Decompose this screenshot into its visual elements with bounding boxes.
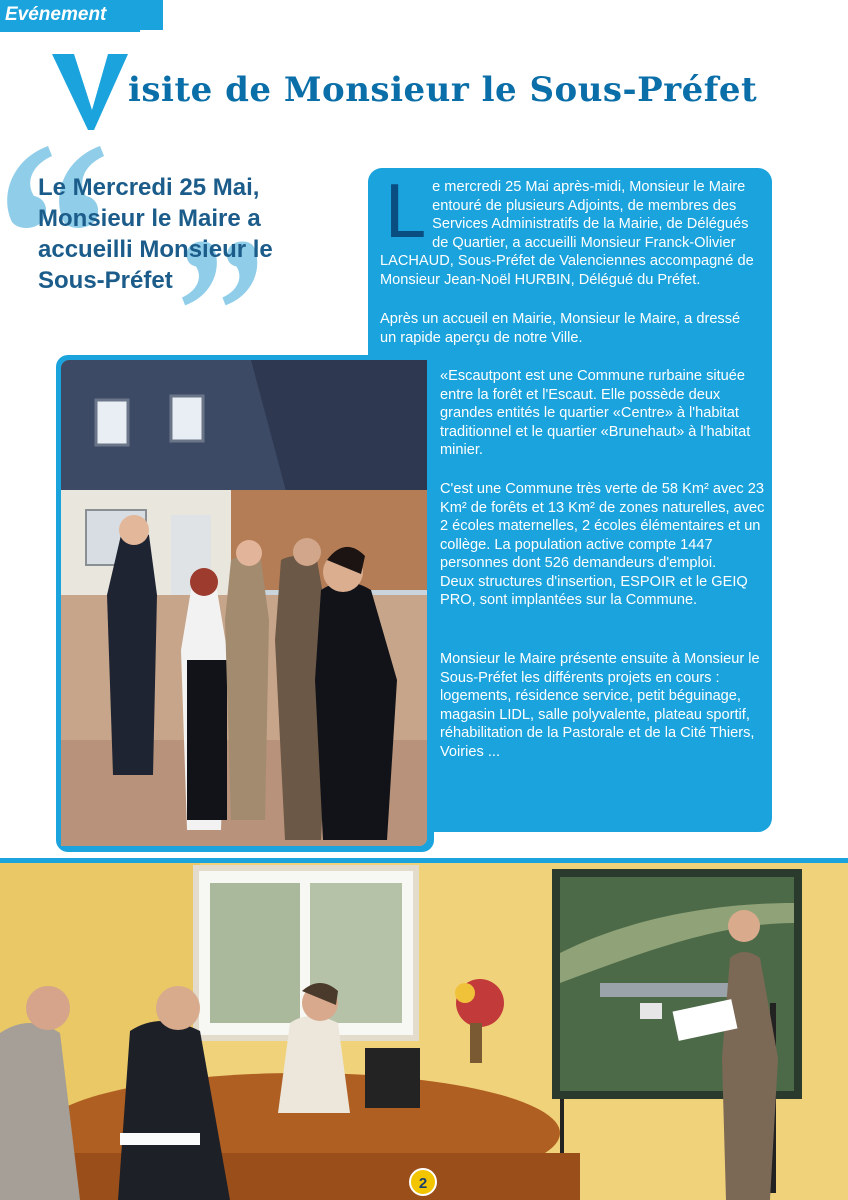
article-paragraph-2: Après un accueil en Mairie, Monsieur le Maire, a dressé un rapide aperçu de notre Ville. bbox=[380, 311, 741, 346]
section-tab bbox=[0, 0, 163, 30]
article-paragraph-1: Le mercredi 25 Mai après-midi, Monsieur le Maire entouré de plusieurs Adjoints, de membres des Services Administratifs de la Mairie, de Délégués de Quartier, a accueilli Monsieur Franck-Olivier LACHAUD, Sous-Préfet de Valenciennes accompagné de Monsieur Jean-Noël HURBIN, Délégué du Préfet. bbox=[380, 170, 754, 288]
page-title bbox=[50, 52, 810, 132]
title-text: isite de Monsieur le Sous-Préfet bbox=[128, 70, 758, 110]
title-initial-v bbox=[50, 52, 130, 132]
section-label: Evénement bbox=[5, 4, 107, 25]
section-underline bbox=[0, 30, 140, 32]
article-paragraph-4: C'est une Commune très verte de 58 Km² avec 23 Km² de forêts et 13 Km² de zones naturelles, avec 2 écoles maternelles, 2 écoles élémentaires et un collège. La population active compte 1447 personnes dont 526 demandeurs d'emploi. Deux structures d'insertion, ESPOIR et le GEIQ PRO, sont implantées sur la Commune. bbox=[440, 481, 765, 608]
page-number-badge: 2 bbox=[409, 1168, 437, 1196]
photo-presentation-indoor bbox=[0, 863, 848, 1200]
drop-cap: L bbox=[384, 170, 425, 254]
article-paragraph-3: «Escautpont est une Commune rurbaine située entre la forêt et l'Escaut. Elle possède deux grandes entités le quartier «Centre» à l'habitat traditionnel et le quartier «Brunehaut» à l'habitat minier. bbox=[440, 368, 751, 458]
article-paragraph-5: Monsieur le Maire présente ensuite à Monsieur le Sous-Préfet les différents projets en cours : logements, résidence service, petit béguinage, magasin LIDL, salle polyvalente, plateau sportif, réhabilitation de la Pastorale et de la Cité Thiers, Voiries ... bbox=[440, 651, 760, 760]
lead-quote: Le Mercredi 25 Mai, Monsieur le Maire a accueilli Monsieur le Sous-Préfet bbox=[38, 174, 273, 294]
photo-visit-outdoor bbox=[61, 360, 427, 846]
